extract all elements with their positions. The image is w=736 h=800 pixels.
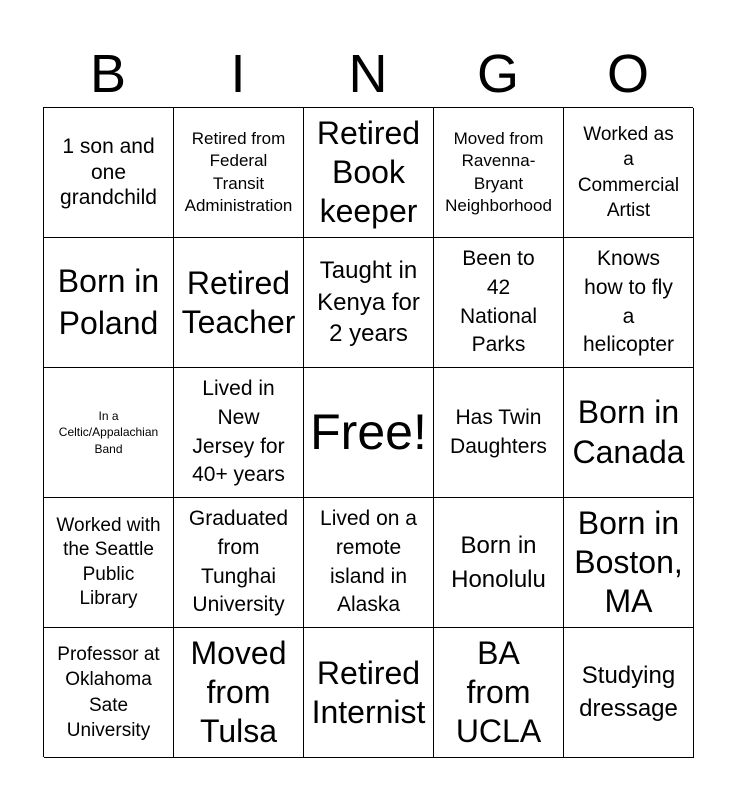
bingo-cell-r4c2[interactable] [174, 498, 304, 628]
bingo-cell-r3c5[interactable] [564, 368, 694, 498]
bingo-cell-r2c4[interactable] [434, 238, 564, 368]
cell-text: Has Twin Daughters [450, 405, 547, 458]
cell-text: In a Celtic/Appalachian Band [58, 409, 159, 456]
cell-text: Knows how to fly a helicopter [582, 246, 675, 357]
bingo-cell-r2c2[interactable] [174, 238, 304, 368]
free-space-text: Free! [310, 404, 427, 460]
bingo-header [43, 40, 693, 108]
cell-text: Retired Book keeper [316, 114, 421, 230]
header-letter-n: N [348, 44, 388, 104]
cell-text: Taught in Kenya for 2 years [317, 256, 420, 348]
cell-text: Lived on a remote island in Alaska [320, 506, 417, 617]
bingo-cell-r3c1[interactable] [44, 368, 174, 498]
bingo-cell-r1c5[interactable] [564, 108, 694, 238]
header-letter-g: G [476, 44, 519, 104]
bingo-cell-r3c2[interactable] [174, 368, 304, 498]
cell-text: Professor at Oklahoma Sate University [57, 643, 160, 741]
bingo-cell-r1c2[interactable] [174, 108, 304, 238]
cell-text: Moved from Ravenna- Bryant Neighborhood [445, 129, 552, 215]
cell-text: Born in Canada [572, 394, 685, 470]
bingo-cell-r4c5[interactable] [564, 498, 694, 628]
header-letter-i: I [230, 44, 246, 104]
bingo-card [43, 107, 693, 757]
bingo-cell-r2c3[interactable] [304, 238, 434, 368]
bingo-cell-r5c3[interactable] [304, 628, 434, 758]
cell-text: Worked with the Seattle Public Library [56, 514, 161, 609]
bingo-cell-r5c1[interactable] [44, 628, 174, 758]
cell-text: BA from UCLA [455, 634, 542, 750]
bingo-cell-r1c1[interactable] [44, 108, 174, 238]
cell-text: Retired from Federal Transit Administration [184, 129, 293, 215]
bingo-cell-r2c5[interactable] [564, 238, 694, 368]
bingo-cell-r1c3[interactable] [304, 108, 434, 238]
bingo-cell-r4c3[interactable] [304, 498, 434, 628]
bingo-cell-r3c3-free[interactable] [304, 368, 434, 498]
cell-text: 1 son and one grandchild [60, 134, 157, 210]
header-letter-b: B [89, 44, 127, 104]
bingo-cell-r4c4[interactable] [434, 498, 564, 628]
bingo-cell-r2c1[interactable] [44, 238, 174, 368]
cell-text: Born in Poland [57, 262, 160, 341]
header-letter-o: O [606, 44, 649, 104]
cell-text: Born in Boston, MA [574, 504, 683, 620]
cell-text: Retired Teacher [181, 265, 296, 340]
cell-text: Retired Internist [311, 655, 426, 730]
bingo-cell-r5c2[interactable] [174, 628, 304, 758]
cell-text: Lived in New Jersey for 40+ years [192, 376, 285, 487]
cell-text: Graduated from Tunghai University [188, 506, 289, 617]
cell-text: Studying dressage [579, 662, 678, 722]
bingo-cell-r5c5[interactable] [564, 628, 694, 758]
bingo-cell-r1c4[interactable] [434, 108, 564, 238]
bingo-cell-r5c4[interactable] [434, 628, 564, 758]
cell-text: Been to 42 National Parks [459, 246, 538, 357]
cell-text: Moved from Tulsa [190, 634, 287, 750]
bingo-cell-r3c4[interactable] [434, 368, 564, 498]
cell-text: Born in Honolulu [451, 531, 546, 593]
bingo-cell-r4c1[interactable] [44, 498, 174, 628]
cell-text: Worked as a Commercial Artist [577, 123, 680, 221]
